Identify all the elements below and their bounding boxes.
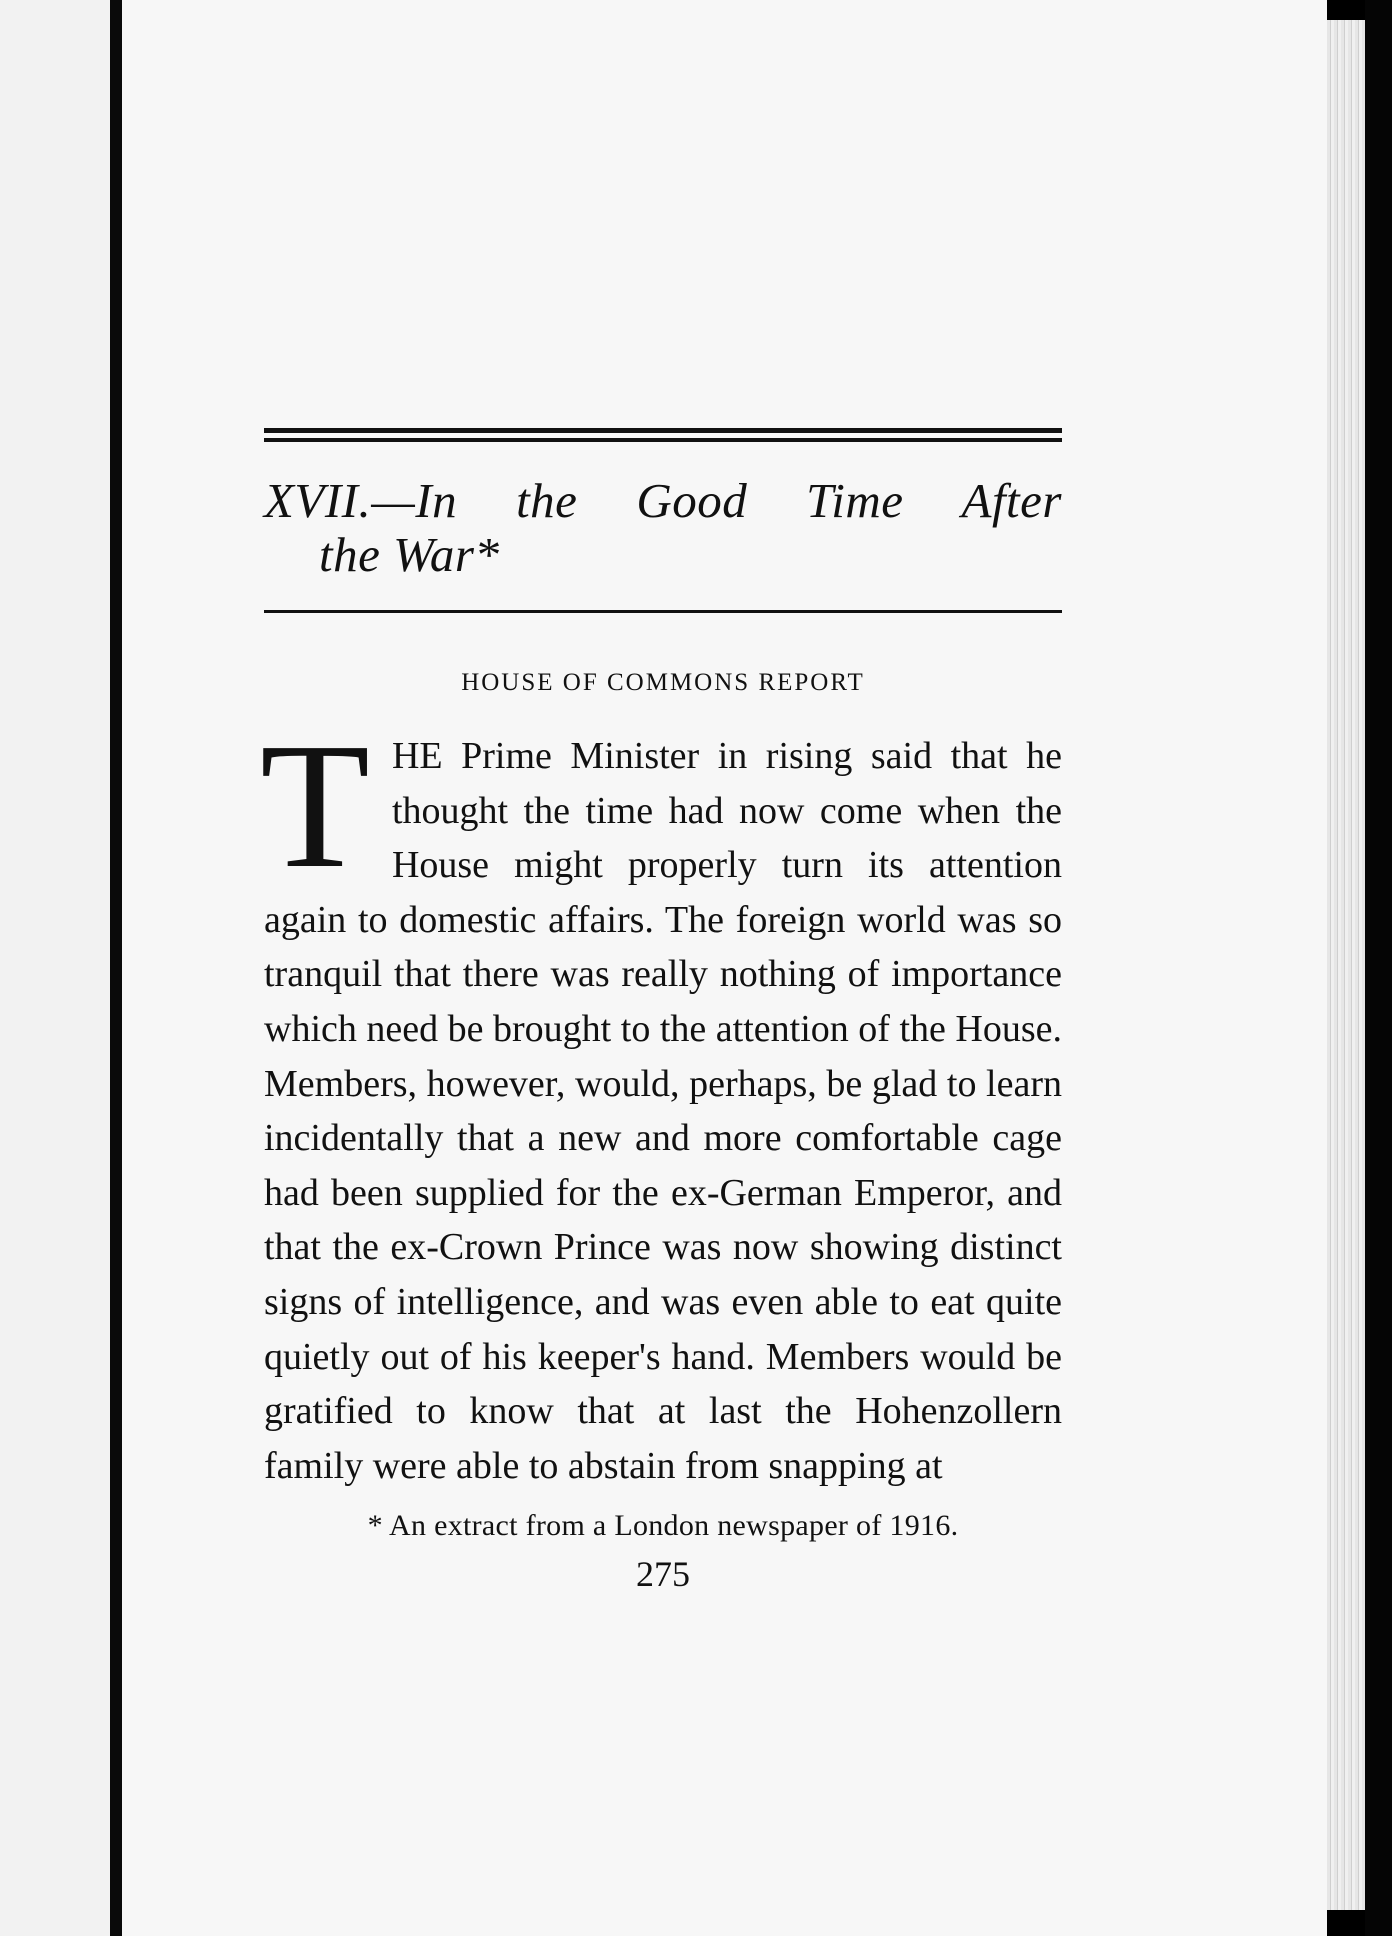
title-rule (264, 610, 1062, 613)
chapter-title-line2: the War* (319, 527, 500, 582)
top-rule (264, 428, 1062, 433)
scan-border (1365, 0, 1392, 1936)
book-gutter (110, 0, 122, 1936)
top-rule-second (264, 438, 1062, 442)
chapter-title (264, 474, 1062, 582)
paragraph-text: HE Prime Minister in rising said that he thought the time had now come when the House might properly turn its attention again to domestic affairs. The foreign world was so tranquil that there was really nothing of importance which need be brought to the attention of the House. Members, however, would, perhaps, be glad to learn incidentally that a new and more comfortable cage had been supplied for the ex-German Emperor, and that the ex-Crown Prince was now showing distinct signs of intelligence, and was even able to eat quite quietly out of his keeper's hand. Members would be gratified to know that at last the Hohenzollern family were able to abstain from snapping at (264, 735, 1062, 1487)
chapter-title-line1: XVII.—In the Good Time After (264, 473, 1062, 528)
drop-cap: T (260, 706, 370, 905)
page-stack-edge (1327, 20, 1365, 1910)
body-paragraph (260, 706, 1062, 1493)
footnote: * An extract from a London newspaper of 1916. (367, 1509, 959, 1543)
page-number: 275 (636, 1554, 690, 1595)
page-content (260, 428, 1062, 1595)
facing-page-edge (0, 0, 110, 1936)
section-subheading: HOUSE OF COMMONS REPORT (461, 669, 865, 696)
